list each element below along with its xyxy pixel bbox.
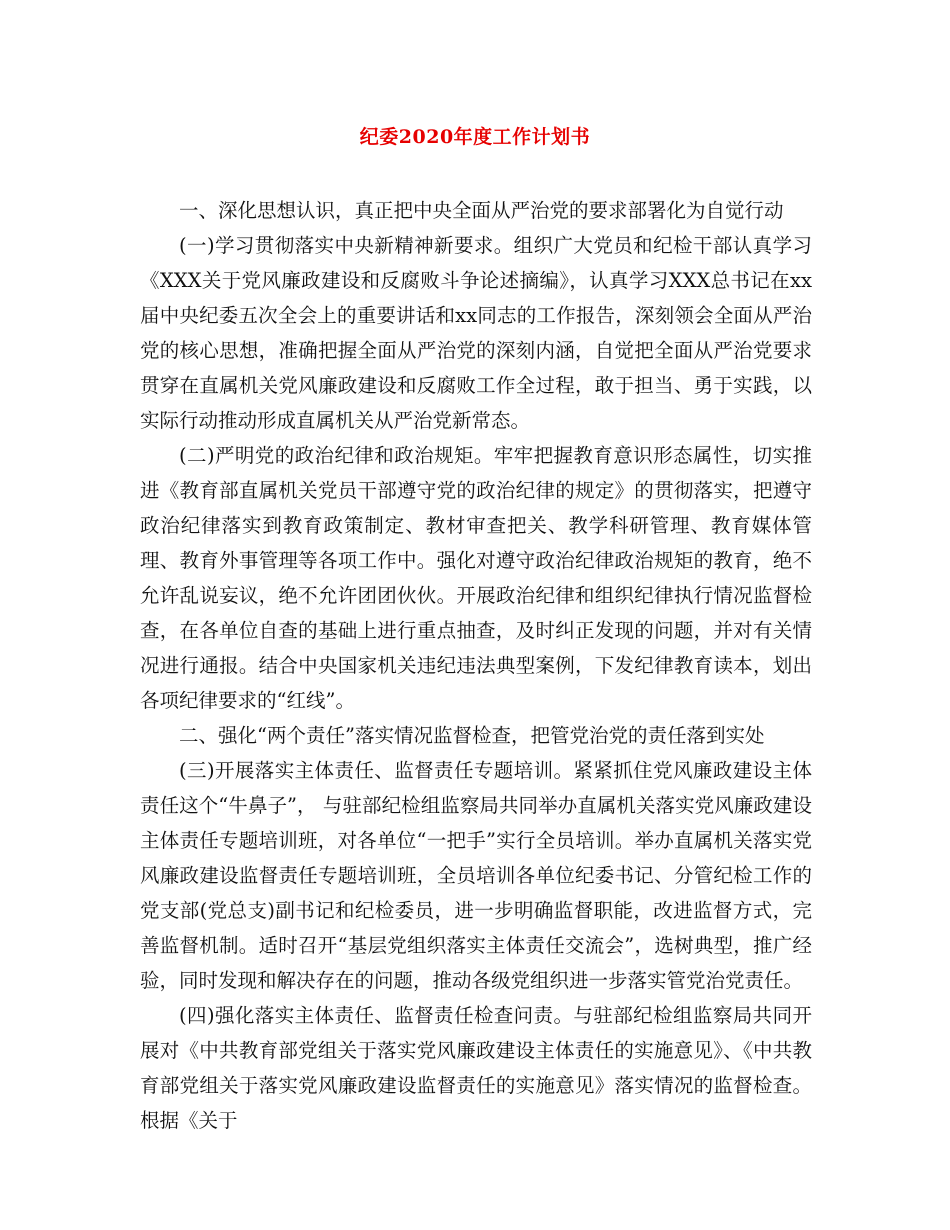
- section-heading-2: 二、强化“两个责任”落实情况监督检查，把管党治党的责任落到实处: [179, 724, 765, 747]
- section-heading-1: 一、深化思想认识，真正把中央全面从严治党的要求部署化为自觉行动: [179, 199, 784, 222]
- document-body: [140, 193, 812, 1138]
- paragraph-2: (二)严明党的政治纪律和政治规矩。牢牢把握教育意识形态属性，切实推进《教育部直属机关党员干部遵守党的政治纪律的规定》的贯彻落实，把遵守政治纪律落实到教育政策制定、教材审查把关、教学科研管理、教育媒体管理、教育外事管理等各项工作中。强化对遵守政治纪律政治规矩的教育，绝不允许乱说妄议，绝不允许团团伙伙。开展政治纪律和组织纪律执行情况监督检查，在各单位自查的基础上进行重点抽查，及时纠正发现的问题，并对有关情况进行通报。结合中央国家机关违纪违法典型案例，下发纪律教育读本，划出各项纪律要求的“红线”。: [140, 444, 812, 712]
- document-title: 纪委2020年度工作计划书: [359, 126, 591, 148]
- paragraph-4: (四)强化落实主体责任、监督责任检查问责。与驻部纪检组监察局共同开展对《中共教育部党组关于落实党风廉政建设主体责任的实施意见》、《中共教育部党组关于落实党风廉政建设监督责任的实施意见》落实情况的监督检查。根据《关于: [140, 1004, 812, 1132]
- paragraph-3: (三)开展落实主体责任、监督责任专题培训。紧紧抓住党风廉政建设主体责任这个“牛鼻子”， 与驻部纪检组监察局共同举办直属机关落实党风廉政建设主体责任专题培训班，对各单位“一把手”实行全员培训。举办直属机关落实党风廉政建设监督责任专题培训班，全员培训各单位纪委书记、分管纪检工作的党支部(党总支)副书记和纪检委员，进一步明确监督职能，改进监督方式，完善监督机制。适时召开“基层党组织落实主体责任交流会”，选树典型，推广经验，同时发现和解决存在的问题，推动各级党组织进一步落实管党治党责任。: [140, 759, 812, 992]
- paragraph-1: (一)学习贯彻落实中央新精神新要求。组织广大党员和纪检干部认真学习《XXX关于党风廉政建设和反腐败斗争论述摘编》，认真学习XXX总书记在xx届中央纪委五次全会上的重要讲话和xx同志的工作报告，深刻领会全面从严治党的核心思想，准确把握全面从严治党的深刻内涵，自觉把全面从严治党要求贯穿在直属机关党风廉政建设和反腐败工作全过程，敢于担当、勇于实践，以实际行动推动形成直属机关从严治党新常态。: [140, 234, 812, 432]
